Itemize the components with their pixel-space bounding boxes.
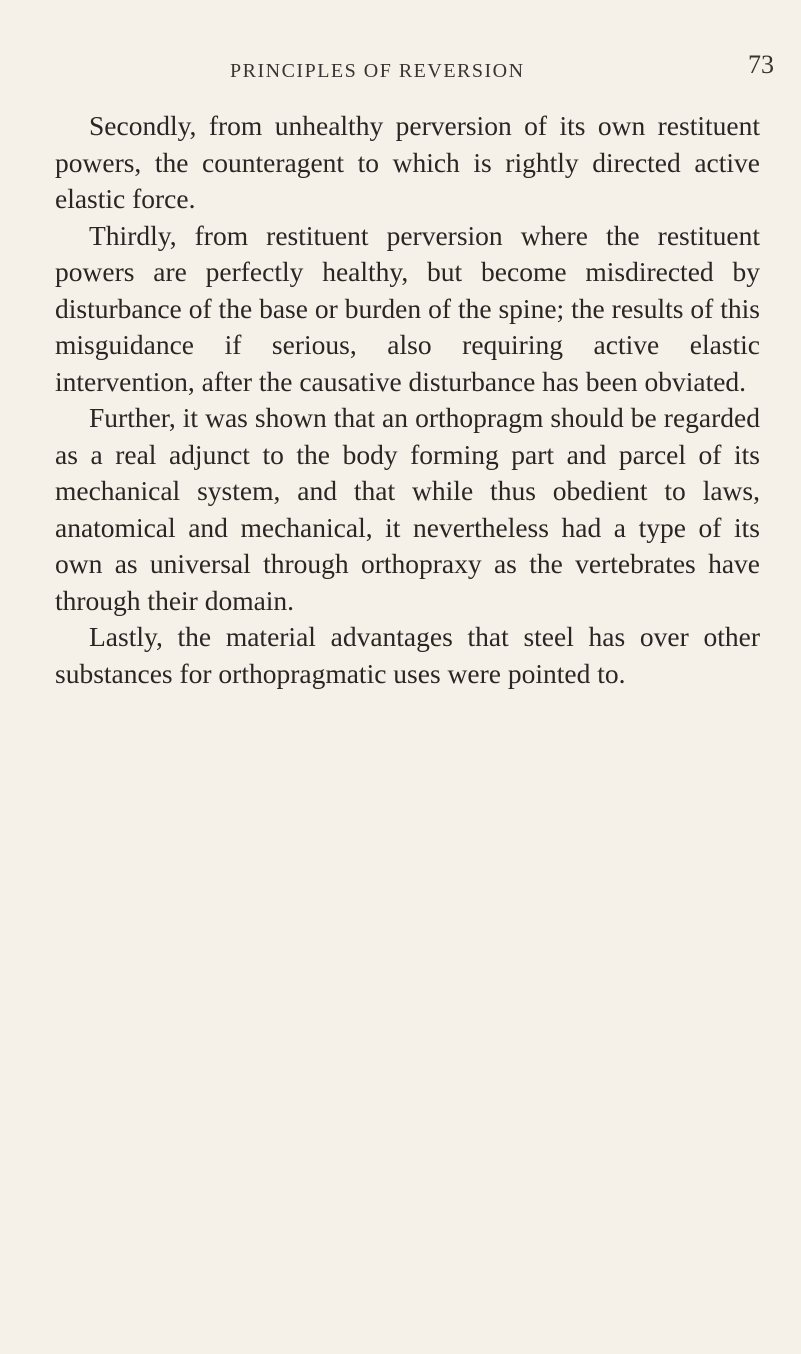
running-head: PRINCIPLES OF REVERSION xyxy=(230,60,525,82)
page-number: 73 xyxy=(748,50,774,79)
body-text xyxy=(55,108,760,692)
paragraph-secondly: Secondly, from unhealthy perversion of its own restituent powers, the counteragent to which is rightly directed active elastic force. xyxy=(55,110,760,214)
paragraph-lastly: Lastly, the material advantages that steel has over other substances for orthopragmatic uses were pointed to. xyxy=(55,621,760,689)
paragraph-thirdly: Thirdly, from restituent perversion where the restituent powers are perfectly healthy, but become misdirected by disturbance of the base or burden of the spine; the results of this misguidance if serious, also requiring active elastic intervention, after the causative disturbance has been obviated. xyxy=(55,219,760,397)
paragraph-further: Further, it was shown that an orthopragm should be regarded as a real adjunct to the body forming part and parcel of its mechanical system, and that while thus obedient to laws, anatomical and mechanical, it nevertheless had a type of its own as universal through orthopraxy as the vertebrates have through their domain. xyxy=(55,402,760,616)
